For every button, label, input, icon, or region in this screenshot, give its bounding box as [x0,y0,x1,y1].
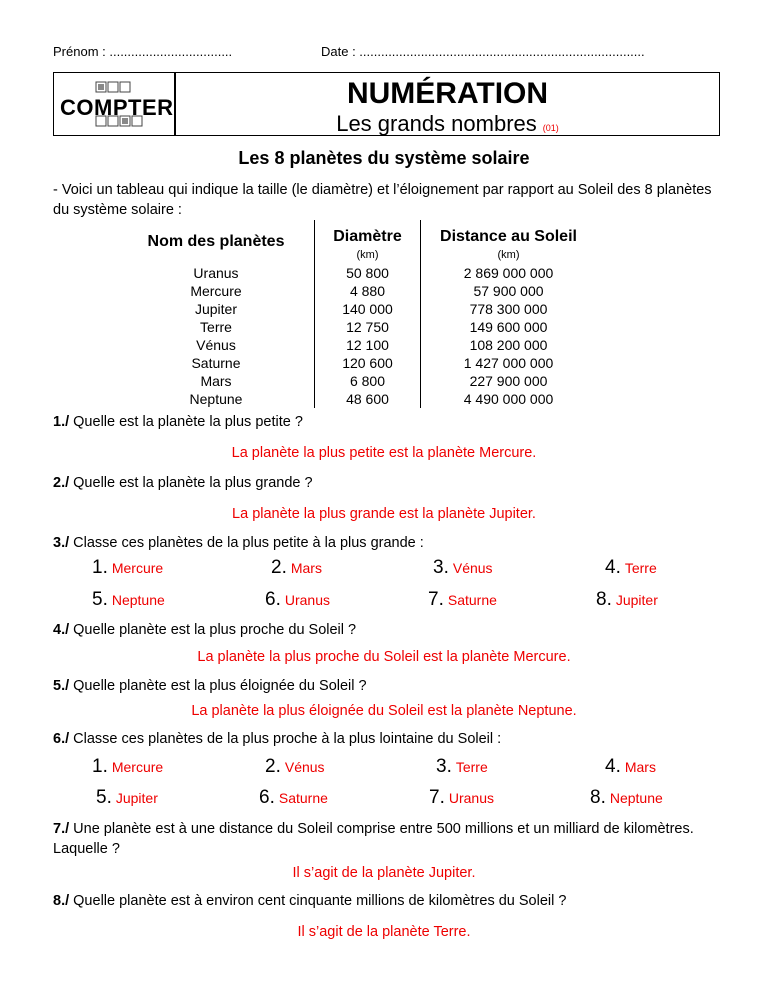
table-header-name: Nom des planètes [118,220,315,264]
size-rank-item [605,557,657,579]
rank-planet: Uranus [448,790,494,806]
rank-planet: Terre [624,560,657,576]
planet-distance: 149 600 000 [469,319,548,335]
table-row [118,354,596,372]
question-number: 8./ [53,893,70,909]
question-number: 5./ [53,678,70,694]
question-8 [53,893,566,909]
planet-name: Jupiter [118,300,315,318]
answer-2: La planète la plus grande est la planète Jupiter. [232,506,536,522]
planet-diameter: 12 100 [315,336,421,354]
rank-planet: Saturne [278,790,328,806]
question-7 [53,819,723,859]
header-box [53,72,720,136]
answer-5: La planète la plus éloignée du Soleil est la planète Neptune. [191,703,577,719]
rank-planet: Neptune [111,592,165,608]
rank-number: 1. [92,756,108,777]
question-text: Quelle planète est la plus proche du Soleil ? [73,622,357,638]
date-field: Date : ............................................................................... [321,44,645,59]
question-number: 3./ [53,535,70,551]
table-row [118,300,596,318]
question-5 [53,678,367,694]
rank-number: 2. [271,557,287,578]
rank-planet: Jupiter [115,790,158,806]
rank-number: 7. [429,787,445,808]
distance-rank-item [92,756,163,778]
compter-logo [56,79,172,129]
table-row [118,318,596,336]
question-number: 2./ [53,475,70,491]
table-header-diameter: Diamètre [315,220,421,246]
planet-diameter: 4 880 [315,282,421,300]
rank-number: 3. [433,557,449,578]
distance-rank-item [605,756,656,778]
rank-number: 8. [596,589,612,610]
planet-diameter: 6 800 [315,372,421,390]
rank-planet: Mars [624,759,656,775]
question-text: Quelle planète est la plus éloignée du Soleil ? [73,678,367,694]
rank-planet: Mars [290,560,322,576]
planet-distance: 57 900 000 [473,283,544,299]
planet-distance: 778 300 000 [469,301,548,317]
distance-rank-item [590,787,663,809]
rank-planet: Uranus [284,592,330,608]
size-rank-item [265,589,330,611]
rank-number: 6. [265,589,281,610]
rank-planet: Terre [455,759,488,775]
answer-7: Il s’agit de la planète Jupiter. [292,865,476,881]
planet-name: Mercure [118,282,315,300]
planet-distance: 1 427 000 000 [463,355,554,371]
table-row [118,264,596,282]
planet-distance: 108 200 000 [469,337,548,353]
table-header-distance: Distance au Soleil [440,228,577,245]
rank-planet: Mercure [111,759,164,775]
question-text: Quelle planète est à environ cent cinquante millions de kilomètres du Soleil ? [73,893,567,909]
question-6 [53,731,501,747]
rank-planet: Jupiter [615,592,658,608]
size-rank-item [92,557,163,579]
section-title: Les 8 planètes du système solaire [238,148,530,168]
rank-number: 7. [428,589,444,610]
size-rank-item [271,557,322,579]
rank-number: 8. [590,787,606,808]
planet-name: Mars [118,372,315,390]
planet-diameter: 50 800 [315,264,421,282]
distance-rank-item [265,756,325,778]
distance-rank-item [436,756,488,778]
table-row [118,390,596,408]
planet-diameter: 12 750 [315,318,421,336]
unit-distance: (km) [497,249,520,261]
planet-name: Terre [118,318,315,336]
rank-number: 3. [436,756,452,777]
planet-distance: 4 490 000 000 [463,391,554,407]
distance-rank-item [259,787,328,809]
rank-planet: Neptune [609,790,663,806]
page-title: NUMÉRATION [346,77,549,110]
planet-name: Saturne [118,354,315,372]
sheet-code: (01) [542,123,559,133]
rank-number: 5. [92,589,108,610]
answer-4: La planète la plus proche du Soleil est la planète Mercure. [197,649,571,665]
logo-word: COMPTER [60,95,174,120]
rank-number: 4. [605,756,621,777]
rank-planet: Vénus [284,759,325,775]
table-row [118,282,596,300]
planet-distance: 227 900 000 [469,373,548,389]
subtitle-text: Les grands nombres [336,111,537,136]
question-text: Classe ces planètes de la plus petite à la plus grande : [73,535,424,551]
planet-diameter: 140 000 [315,300,421,318]
planet-distance: 2 869 000 000 [463,265,554,281]
rank-planet: Saturne [447,592,497,608]
question-number: 6./ [53,731,70,747]
size-rank-item [596,589,658,611]
question-3 [53,535,424,551]
question-4 [53,622,356,638]
planet-name: Vénus [118,336,315,354]
planets-table [118,220,596,408]
rank-planet: Vénus [452,560,493,576]
planet-diameter: 48 600 [315,390,421,408]
rank-number: 6. [259,787,275,808]
question-number: 4./ [53,622,70,638]
planet-name: Neptune [118,390,315,408]
question-number: 7./ [53,821,70,837]
distance-rank-item [96,787,158,809]
planet-diameter: 120 600 [315,354,421,372]
planet-name: Uranus [118,264,315,282]
answer-8: Il s’agit de la planète Terre. [297,924,471,940]
rank-number: 1. [92,557,108,578]
answer-1: La planète la plus petite est la planète Mercure. [231,445,537,461]
distance-rank-item [429,787,494,809]
rank-planet: Mercure [111,560,164,576]
table-row [118,336,596,354]
table-row [118,372,596,390]
size-rank-item [92,589,165,611]
question-text: Quelle est la planète la plus petite ? [73,414,303,430]
unit-diameter: (km) [315,246,421,264]
rank-number: 4. [605,557,621,578]
question-2 [53,475,313,491]
question-text: Quelle est la planète la plus grande ? [73,475,313,491]
page-subtitle [176,111,719,137]
intro-text: - Voici un tableau qui indique la taille (le diamètre) et l’éloignement par rapport au Soleil des 8 planètes du système solaire : [53,182,712,218]
size-rank-item [433,557,493,579]
question-number: 1./ [53,414,70,430]
question-1 [53,414,303,430]
question-text: Une planète est à une distance du Soleil comprise entre 500 millions et un milliard de kilomètres. Laquelle ? [53,821,694,857]
size-rank-item [428,589,497,611]
prenom-field: Prénom : .................................. [53,44,233,59]
question-text: Classe ces planètes de la plus proche à la plus lointaine du Soleil : [73,731,502,747]
rank-number: 2. [265,756,281,777]
rank-number: 5. [96,787,112,808]
